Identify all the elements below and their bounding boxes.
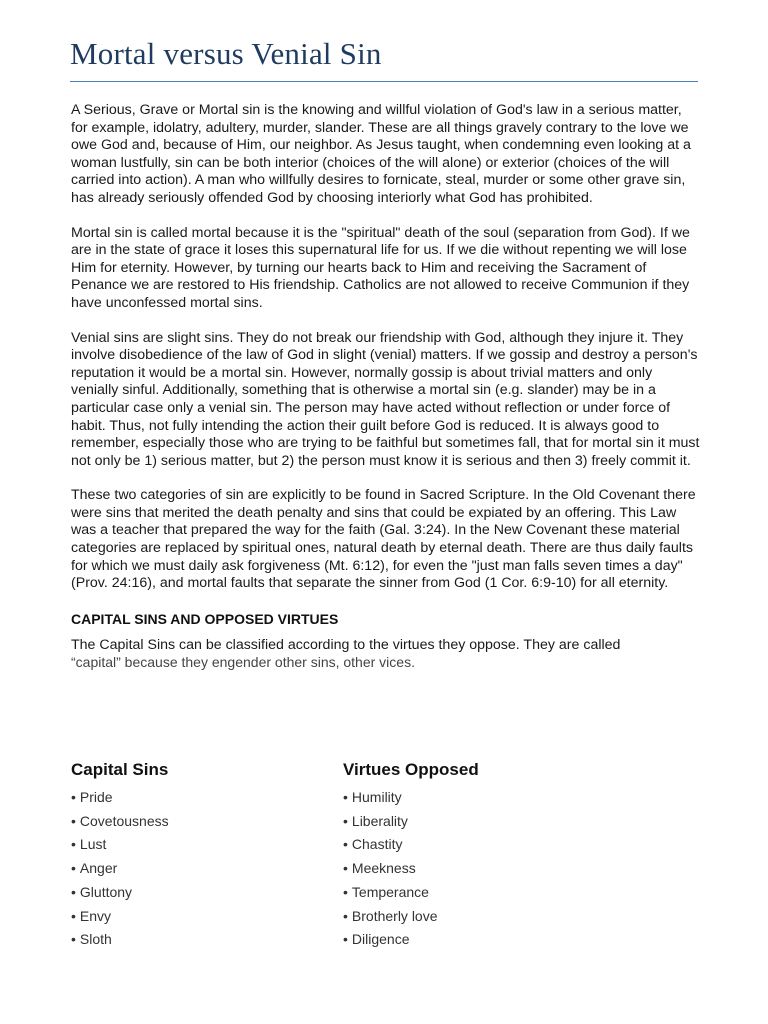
virtues-opposed-heading: Virtues Opposed: [343, 760, 479, 779]
title-divider: [70, 81, 698, 82]
section-intro-line-2: “capital” because they engender other sins, other vices.: [71, 654, 415, 671]
bullet-icon: •: [71, 883, 76, 900]
virtues-opposed-column: [343, 760, 615, 952]
bullet-icon: •: [71, 812, 76, 829]
list-item: • Diligence: [343, 931, 410, 948]
bullet-icon: •: [343, 836, 348, 853]
bullet-icon: •: [71, 836, 76, 853]
capital-sins-column: [71, 760, 343, 952]
list-item: • Meekness: [343, 860, 416, 877]
section-heading: CAPITAL SINS AND OPPOSED VIRTUES: [71, 610, 339, 627]
document-body: [71, 102, 701, 672]
list-item: • Envy: [71, 907, 112, 924]
page-title: Mortal versus Venial Sin: [70, 36, 382, 71]
list-item: • Gluttony: [71, 883, 133, 900]
bullet-icon: •: [71, 860, 76, 877]
bullet-icon: •: [71, 789, 76, 805]
list-item: • Covetousness: [71, 812, 169, 829]
list-item: • Pride: [71, 789, 113, 805]
bullet-icon: •: [343, 812, 348, 829]
bullet-icon: •: [343, 883, 348, 900]
list-item: • Temperance: [343, 883, 429, 900]
bullet-icon: •: [71, 931, 76, 948]
list-item: • Chastity: [343, 836, 403, 853]
list-item: • Anger: [71, 860, 118, 877]
bullet-icon: •: [343, 907, 348, 924]
bullet-icon: •: [343, 789, 348, 805]
sins-virtues-table: [71, 760, 701, 952]
list-item: • Humility: [343, 789, 402, 805]
capital-sins-heading: Capital Sins: [71, 760, 169, 779]
capital-sins-list: [71, 786, 343, 952]
virtues-opposed-list: [343, 786, 615, 952]
bullet-icon: •: [71, 907, 76, 924]
paragraph-scripture-categories: These two categories of sin are explicitly to be found in Sacred Scripture. In the Old Covenant there were sins that merited the death penalty and sins that could be expiated by an offering. This Law was a teacher that prepared the way for the faith (Gal. 3:24). In the New Covenant these material categories are replaced by spiritual ones, natural death by eternal death. There are thus daily faults for which we must daily ask forgiveness (Mt. 6:12), for even the "just man falls seven times a day" (Prov. 24:16), and mortal faults that separate the sinner from God (1 Cor. 6:9-10) for all eternity.: [71, 487, 696, 592]
paragraph-mortal-sin-definition: A Serious, Grave or Mortal sin is the knowing and willful violation of God's law in a serious matter, for example, idolatry, adultery, murder, slander. These are all things gravely contrary to the love we owe God and, because of Him, our neighbor. As Jesus taught, when condemning even looking at a woman lustfully, sin can be both interior (choices of the will alone) or exterior (choices of the will carried into action). A man who willfully desires to fornicate, steal, murder or some other grave sin, has already seriously offended God by choosing interiorly what God has prohibited.: [71, 102, 691, 206]
paragraph-why-called-mortal: Mortal sin is called mortal because it is the "spiritual" death of the soul (separation from God). If we are in the state of grace it loses this supernatural life for us. If we die without repenting we will lose Him for eternity. However, by turning our hearts back to Him and receiving the Sacrament of Penance we are restored to His friendship. Catholics are not allowed to receive Communion if they have unconfessed mortal sins.: [71, 224, 690, 311]
section-intro-line-1: The Capital Sins can be classified according to the virtues they oppose. They are called: [71, 636, 621, 653]
bullet-icon: •: [343, 931, 348, 948]
bullet-icon: •: [343, 860, 348, 877]
list-item: • Brotherly love: [343, 907, 438, 924]
list-item: • Lust: [71, 836, 107, 853]
paragraph-venial-sins: Venial sins are slight sins. They do not break our friendship with God, although they injure it. They involve disobedience of the law of God in slight (venial) matters. If we gossip and destroy a person's reputation it would be a mortal sin. However, normally gossip is about trivial matters and only venially sinful. Additionally, something that is otherwise a mortal sin (e.g. slander) may be in a particular case only a venial sin. The person may have acted without reflection or under force of habit. Thus, not fully intending the action their guilt before God is reduced. It is always good to remember, especially those who are trying to be faithful but sometimes fall, that for mortal sin it must not only be 1) serious matter, but 2) the person must know it is serious and then 3) freely commit it.: [71, 329, 700, 469]
list-item: • Sloth: [71, 931, 112, 948]
list-item: • Liberality: [343, 812, 408, 829]
